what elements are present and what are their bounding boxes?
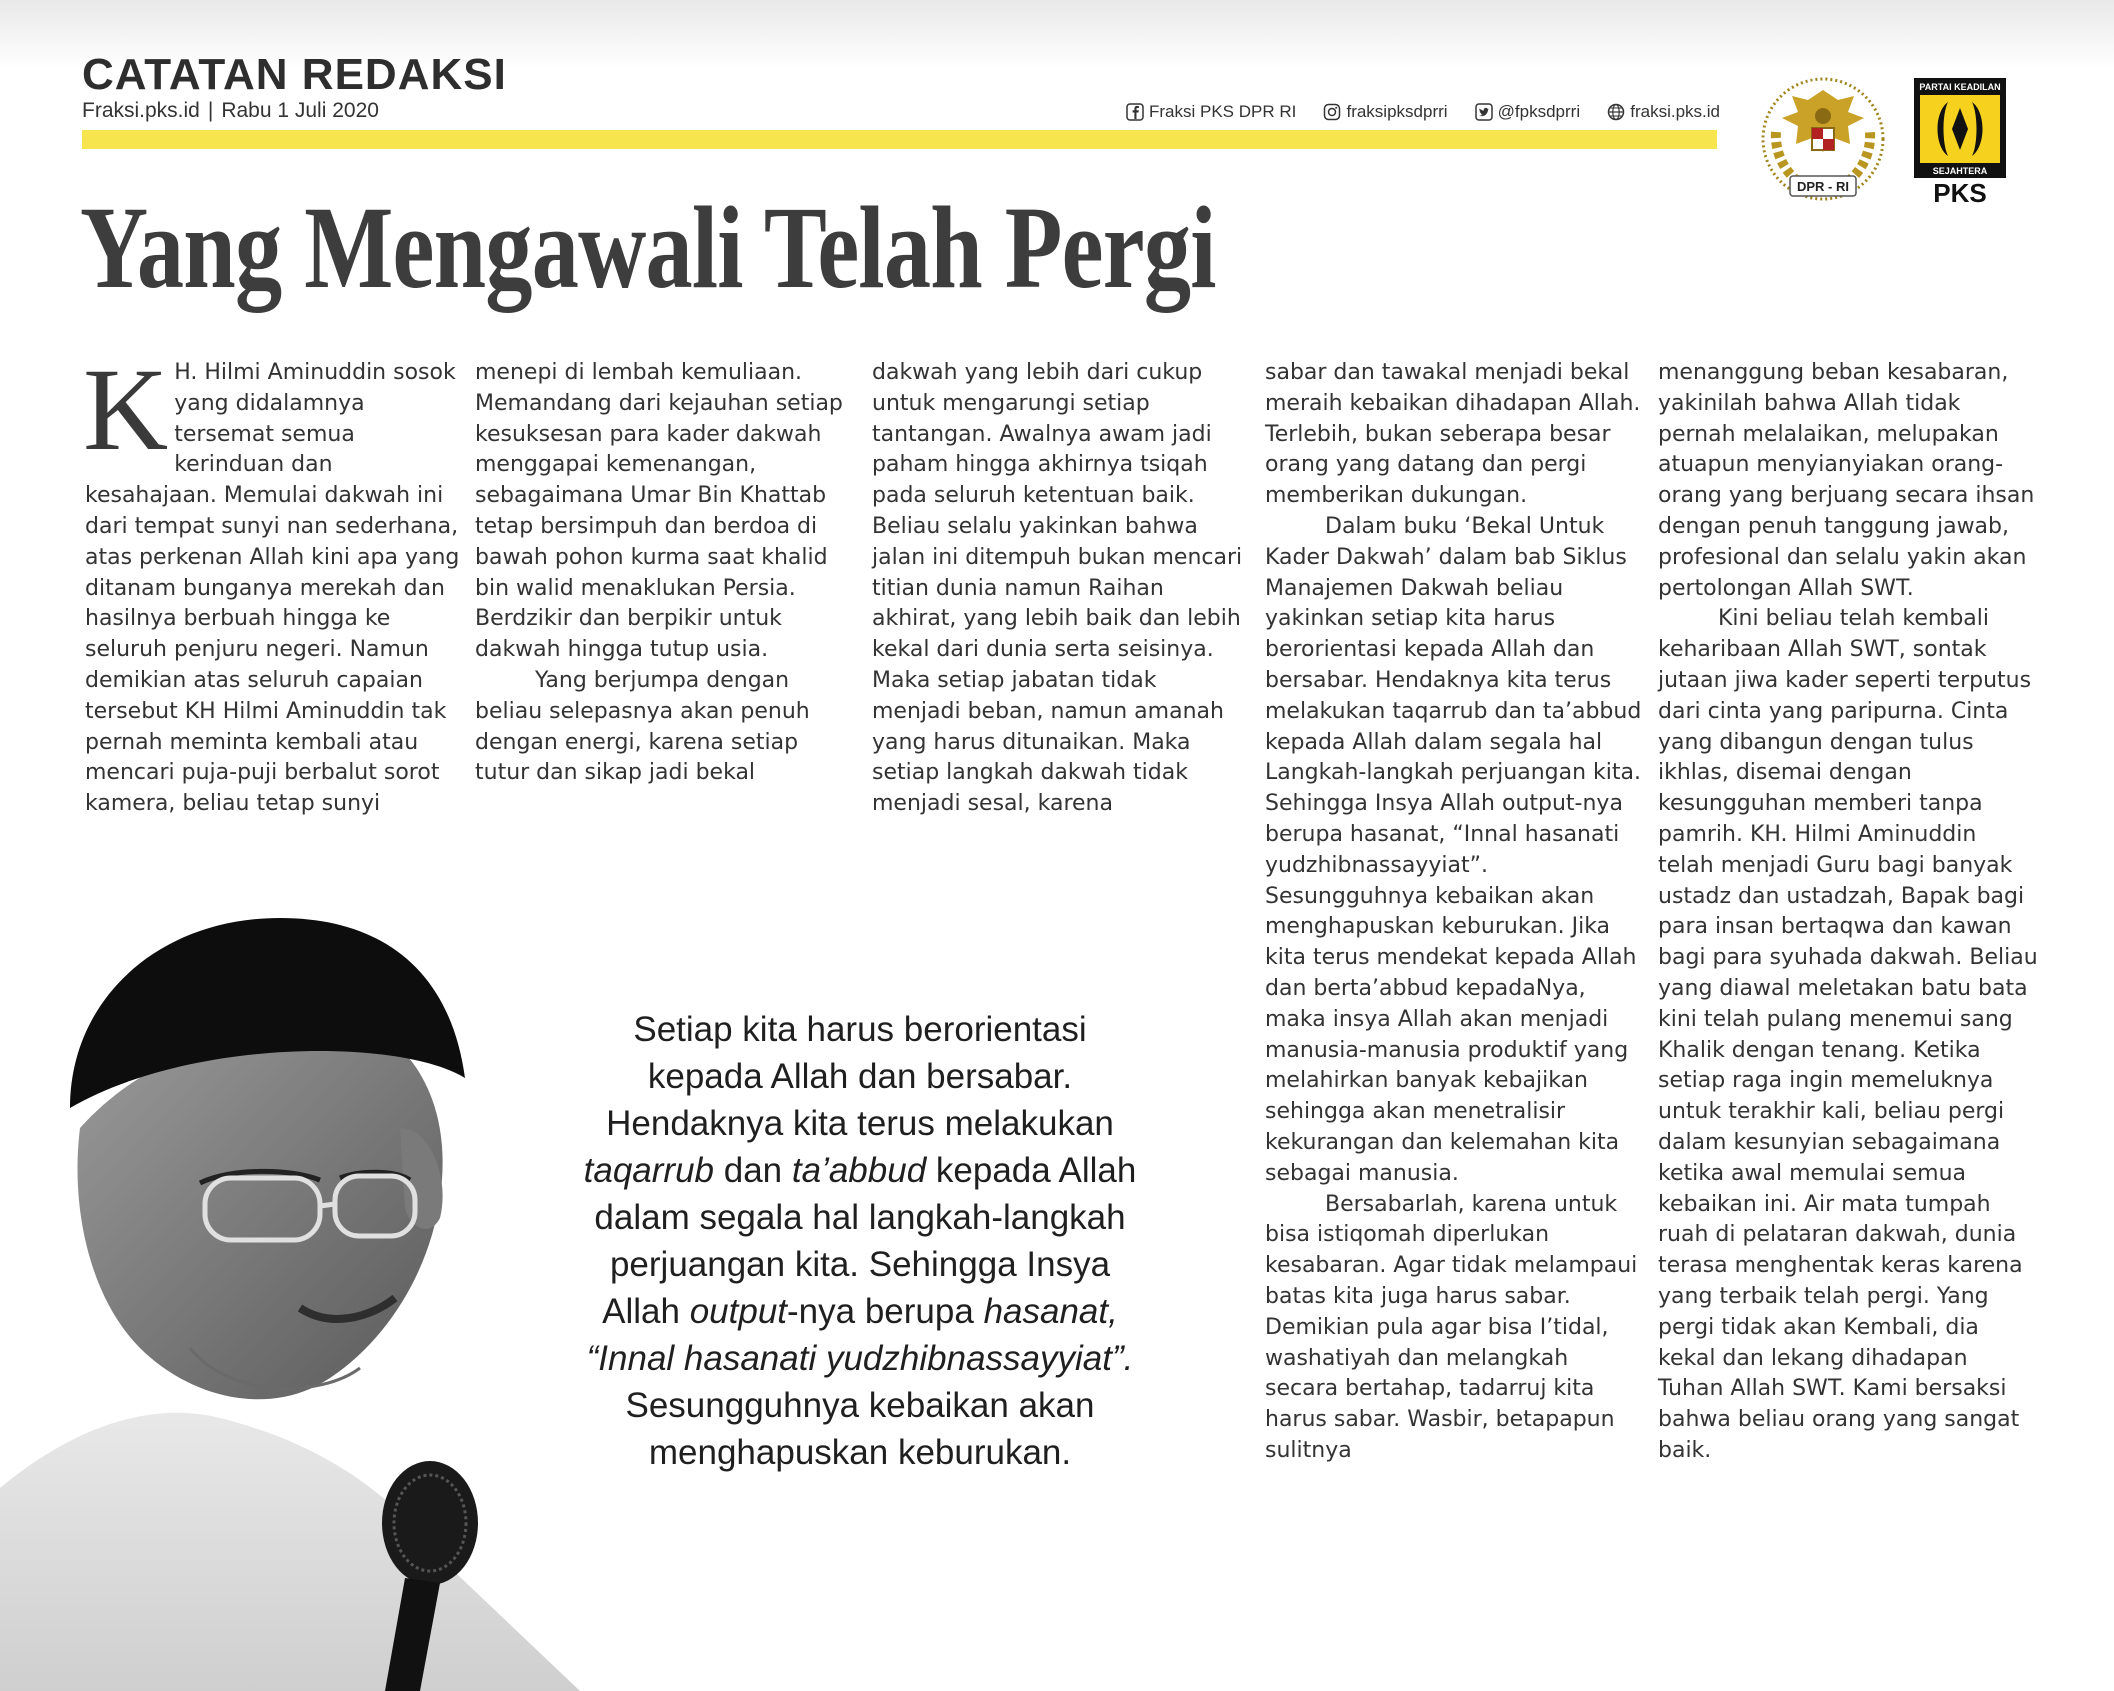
quote-line: kepada Allah dan bersabar. (647, 1057, 1073, 1096)
paragraph: Bersabarlah, karena untuk bisa istiqomah diperlukan kesabaran. Agar tidak melampaui batas kita juga harus sabar. Demikian pula agar bisa I’tidal, washatiyah dan melangkah secara bertahap, tadarruj kita harus sabar. Wasbir, betapapun sulitnya (1265, 1191, 1638, 1463)
quote-text: dan (714, 1151, 792, 1190)
article-column-4 (1265, 358, 1645, 1467)
paragraph: Dalam buku ‘Bekal Untuk Kader Dakwah’ dalam bab Siklus Manajemen Dakwah beliau yakinkan setiap kita harus berorientasi kepada Allah dan bersabar. Hendaknya kita terus melakukan taqarrub dan ta’abbud kepada Allah dalam segala hal Langkah-langkah perjuangan kita. Sehingga Insya Allah output-nya berupa hasanat, “Innal hasanati yudzhibnassayyiat”. Sesungguhnya kebaikan akan menghapuskan keburukan. Jika kita terus mendekat kepada Allah dan berta’abbud kepadaNya, maka insya Allah akan menjadi manusia-manusia produktif yang melahirkan banyak kebajikan sehingga akan menetralisir kekurangan dan kelemahan kita sebagai manusia. (1265, 513, 1642, 1186)
microphone (382, 1461, 478, 1585)
dpr-logo-text: DPR - RI (1797, 179, 1849, 194)
twitter-label: @fpksdprri (1497, 102, 1581, 121)
quote-text: Allah (602, 1292, 690, 1331)
quote-line (520, 1335, 1200, 1382)
drop-cap: K (83, 344, 169, 475)
paragraph: Kini beliau telah kembali keharibaan Allah SWT, sontak jutaan jiwa kader seperti terputus dari cinta yang paripurna. Cinta yang dibangun dengan tulus ikhlas, disemai dengan kesungguhan memberi tanpa pamrih. KH. Hilmi Aminuddin telah menjadi Guru bagi banyak ustadz dan ustadzah, Bapak bagi para insan bertaqwa dan kawan bagi para syuhada dakwah. Beliau yang diawal meletakan batu bata kini telah pulang menemui sang Khalik dengan tenang. Ketika setiap raga ingin memeluknya untuk terakhir kali, beliau pergi dalam kesunyian sebagaimana ketika awal memulai semua kebaikan ini. Air mata tumpah ruah di pelataran dakwah, dunia terasa menghentak keras karena yang terbaik telah pergi. Yang pergi tidak akan Kembali, dia kekal dan lekang dihadapan Tuhan Allah SWT. Kami bersaksi bahwa beliau orang yang sangat baik. (1658, 606, 2038, 1463)
pull-quote (520, 1006, 1200, 1476)
facebook-label: Fraksi PKS DPR RI (1149, 102, 1297, 121)
paragraph: dakwah yang lebih dari cukup untuk mengarungi setiap tantangan. Awalnya awam jadi paham hingga akhirnya tsiqah pada seluruh ketentuan baik. Beliau selalu yakinkan bahwa jalan ini ditempuh bukan mencari titian dunia namun Raihan akhirat, yang lebih baik dan lebih kekal dari dunia serta seisinya. Maka setiap jabatan tidak menjadi beban, namun amanah yang harus ditunaikan. Maka setiap langkah dakwah tidak menjadi sesal, karena (872, 360, 1243, 817)
meta-separator: | (207, 99, 214, 122)
pks-logo-bottom-text: PKS (1933, 178, 1987, 204)
instagram-label: fraksipksdprri (1346, 102, 1448, 121)
quote-italic: output (689, 1292, 788, 1331)
facebook-icon (1126, 103, 1144, 121)
paragraph: Yang berjumpa dengan beliau selepasnya akan penuh dengan energi, karena setiap tutur dan sikap jadi bekal (475, 667, 810, 786)
pks-logo-top-text: PARTAI KEADILAN (1919, 82, 2001, 92)
article-column-2 (475, 358, 855, 789)
quote-italic: “Innal hasanati yudzhibnassayyiat”. (586, 1339, 1134, 1378)
article-column-5 (1658, 358, 2038, 1467)
article-column-1 (83, 344, 465, 820)
quote-line: Setiap kita harus berorientasi (633, 1010, 1087, 1049)
quote-text: -nya berupa (787, 1292, 984, 1331)
website-label: fraksi.pks.id (1630, 102, 1720, 121)
paragraph: menepi di lembah kemuliaan. Memandang dari kejauhan setiap kesuksesan para kader dakwah menggapai kemenangan, sebagaimana Umar Bin Khattab tetap bersimpuh dan berdoa di bawah pohon kurma saat khalid bin walid menaklukan Persia. Berdzikir dan berpikir untuk dakwah hingga tutup usia. (475, 360, 843, 663)
meta-line (82, 99, 379, 123)
dpr-ri-logo (1756, 72, 1890, 206)
quote-italic: ta’abbud (791, 1151, 927, 1190)
social-facebook[interactable] (1126, 102, 1296, 122)
quote-line: perjuangan kita. Sehingga Insya (609, 1245, 1111, 1284)
quote-line: Sesungguhnya kebaikan akan (625, 1386, 1095, 1425)
article-column-3 (872, 358, 1252, 820)
headline: Yang Mengawali Telah Pergi (80, 182, 1216, 313)
pks-logo-middle-text: SEJAHTERA (1932, 166, 1988, 176)
paragraph: menanggung beban kesabaran, yakinilah bahwa Allah tidak pernah melalaikan, melupakan atuapun menyianyiakan orang-orang yang berjuang secara ihsan dengan penuh tanggung jawab, profesional dan selalu yakin akan pertolongan Allah SWT. (1658, 360, 2035, 601)
site-name: Fraksi.pks.id (82, 99, 200, 122)
quote-line (520, 1288, 1200, 1335)
paragraph: H. Hilmi Aminuddin sosok yang didalamnya tersemat semua kerinduan dan kesahajaan. Memulai dakwah ini dari tempat sunyi nan sederhana, atas perkenan Allah kini apa yang ditanam bunganya merekah dan hasilnya berbuah hingga ke seluruh penjuru negeri. Namun demikian atas seluruh capaian tersebut KH Hilmi Aminuddin tak pernah meminta kembali atau mencari puja-puji berbalut sorot kamera, beliau tetap sunyi (85, 360, 460, 817)
quote-text: kepada Allah (926, 1151, 1137, 1190)
globe-icon (1607, 103, 1625, 121)
quote-line: menghapuskan keburukan. (648, 1433, 1072, 1472)
social-links (1126, 102, 1720, 122)
section-label: CATATAN REDAKSI (82, 50, 507, 99)
quote-line: Hendaknya kita terus melakukan (606, 1104, 1114, 1143)
social-twitter[interactable] (1475, 102, 1580, 122)
quote-line (520, 1147, 1200, 1194)
quote-italic: taqarrub (583, 1151, 715, 1190)
header-accent-bar (82, 130, 1717, 149)
publish-date: Rabu 1 Juli 2020 (221, 99, 379, 122)
quote-line: dalam segala hal langkah-langkah (594, 1198, 1126, 1237)
social-instagram[interactable] (1323, 102, 1447, 122)
paragraph: sabar dan tawakal menjadi bekal meraih kebaikan dihadapan Allah. Terlebih, bukan seberapa besar orang yang datang dan pergi memberikan dukungan. (1265, 360, 1641, 509)
twitter-icon (1475, 103, 1493, 121)
social-website[interactable] (1607, 102, 1720, 122)
portrait-photo (0, 878, 590, 1691)
quote-italic: hasanat, (983, 1292, 1118, 1331)
instagram-icon (1323, 103, 1341, 121)
pks-logo (1914, 78, 2006, 204)
